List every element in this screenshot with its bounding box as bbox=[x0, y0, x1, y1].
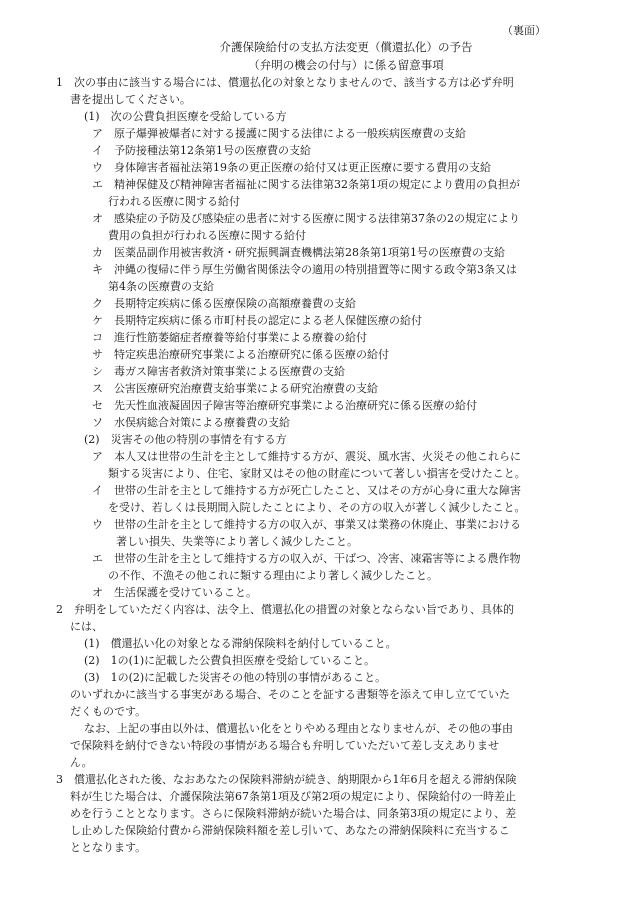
text-line: エ 世帯の生計を主として維持する方の収入が、干ばつ、冷害、凍霜害等による農作物 bbox=[92, 552, 521, 565]
text-line: 2 弁明をしていただく内容は、法令上、償還払化の措置の対象とならない旨であり、具体的 bbox=[56, 603, 514, 616]
text-line: ソ 水俣病総合対策による療養費の支給 bbox=[92, 416, 290, 429]
text-line: 料が生じた場合は、介護保険法第67条第1項及び第2項の規定により、保険給付の一時差止 bbox=[70, 790, 516, 803]
text-line: 第4条の医療費の支給 bbox=[108, 280, 214, 293]
text-line: には、 bbox=[70, 620, 103, 633]
text-line: (1) 償還払い化の対象となる滞納保険料を納付していること。 bbox=[84, 637, 397, 650]
text-line: ア 原子爆弾被爆者に対する援護に関する法律による一般疾病医療費の支給 bbox=[92, 127, 466, 140]
text-line: を受け、若しくは長期間入院したことにより、その方の収入が著しく減少したこと。 bbox=[108, 501, 526, 514]
text-line: (2) 1の(1)に記載した公費負担医療を受給していること。 bbox=[84, 654, 376, 667]
text-line: 費用の負担が行われる医療に関する給付 bbox=[108, 229, 306, 242]
text-line: (3) 1の(2)に記載した災害その他の特別の事情があること。 bbox=[84, 671, 387, 684]
text-line: ん。 bbox=[70, 756, 93, 769]
document-body bbox=[56, 74, 590, 856]
text-line: 著しい損失、失業等により著しく減少したこと。 bbox=[116, 535, 358, 548]
text-line: イ 世帯の生計を主として維持する方が死亡したこと、又はその方が心身に重大な障害 bbox=[92, 484, 521, 497]
text-line: シ 毒ガス障害者救済対策事業による医療費の支給 bbox=[92, 365, 345, 378]
text-line: ウ 身体障害者福祉法第19条の更正医療の給付又は更正医療に要する費用の支給 bbox=[92, 161, 491, 174]
text-line: し止めした保険給付費から滞納保険料額を差し引いて、あなたの滞納保険料に充当するこ bbox=[70, 824, 510, 837]
text-line: ス 公害医療研究治療費支給事業による研究治療費の支給 bbox=[92, 382, 378, 395]
text-line: サ 特定疾患治療研究事業による治療研究に係る医療の給付 bbox=[92, 348, 389, 361]
text-line: ク 長期特定疾病に係る医療保険の高額療養費の支給 bbox=[92, 297, 356, 310]
text-line: 行われる医療に関する給付 bbox=[108, 195, 240, 208]
text-line: イ 予防接種法第12条第1号の医療費の支給 bbox=[92, 144, 311, 157]
document-title bbox=[102, 38, 590, 74]
text-line: 1 次の事由に該当する場合には、償還払化の対象となりませんので、該当する方は必ず弁明 bbox=[56, 76, 514, 89]
text-line: キ 沖縄の復帰に伴う厚生労働省関係法令の適用の特別措置等に関する政令第3条又は bbox=[92, 263, 517, 276]
text-line: オ 感染症の予防及び感染症の患者に対する医療に関する法律第37条の2の規定により bbox=[92, 212, 520, 225]
text-line: エ 精神保健及び精神障害者福祉に関する法律第32条第1項の規定により費用の負担が bbox=[92, 178, 520, 191]
text-line: セ 先天性血液凝固因子障害等治療研究事業による治療研究に係る医療の給付 bbox=[92, 399, 477, 412]
title-line: 介護保険給付の支払方法変更（償還払化）の予告 bbox=[219, 40, 473, 54]
title-line: （弁明の機会の付与）に係る留意事項 bbox=[248, 58, 444, 72]
text-line: 書を提出してください。 bbox=[70, 93, 191, 106]
side-label: （裏面） bbox=[502, 24, 546, 37]
text-line: コ 進行性筋萎縮症者療養等給付事業による療養の給付 bbox=[92, 331, 367, 344]
text-line: ととなります。 bbox=[70, 841, 147, 854]
text-line: オ 生活保護を受けていること。 bbox=[92, 586, 257, 599]
text-line: 3 償還払化された後、なおあなたの保険料滞納が続き、納期限から1年6月を超える滞納保険 bbox=[56, 773, 517, 786]
text-line: のいずれかに該当する事実がある場合、そのことを証する書類等を添えて申し立てていた bbox=[70, 688, 510, 701]
text-line: ア 本人又は世帯の生計を主として維持する方が、震災、風水害、火災その他これらに bbox=[92, 450, 521, 463]
text-line: だくものです。 bbox=[70, 705, 147, 718]
text-line: なお、上記の事由以外は、償還払い化をとりやめる理由となりませんが、その他の事由 bbox=[84, 722, 513, 735]
text-line: で保険料を納付できない特段の事情がある場合も弁明していただいて差し支えありませ bbox=[70, 739, 499, 752]
text-line: (2) 災害その他の特別の事情を有する方 bbox=[84, 433, 287, 446]
text-line: めを行うこととなります。さらに保険料滞納が続いた場合は、同条第3項の規定により、差 bbox=[70, 807, 517, 820]
text-line: 類する災害により、住宅、家財又はその他の財産について著しい損害を受けたこと。 bbox=[108, 467, 526, 480]
text-line: の不作、不漁その他これに類する理由により著しく減少したこと。 bbox=[108, 569, 438, 582]
text-line: ウ 世帯の生計を主として維持する方の収入が、事業又は業務の休廃止、事業における bbox=[92, 518, 521, 531]
text-line: (1) 次の公費負担医療を受給している方 bbox=[84, 110, 287, 123]
text-line: ケ 長期特定疾病に係る市町村長の認定による老人保健医療の給付 bbox=[92, 314, 422, 327]
text-line: カ 医薬品副作用被害救済・研究振興調査機構法第28条第1項第1号の医療費の支給 bbox=[92, 246, 505, 259]
